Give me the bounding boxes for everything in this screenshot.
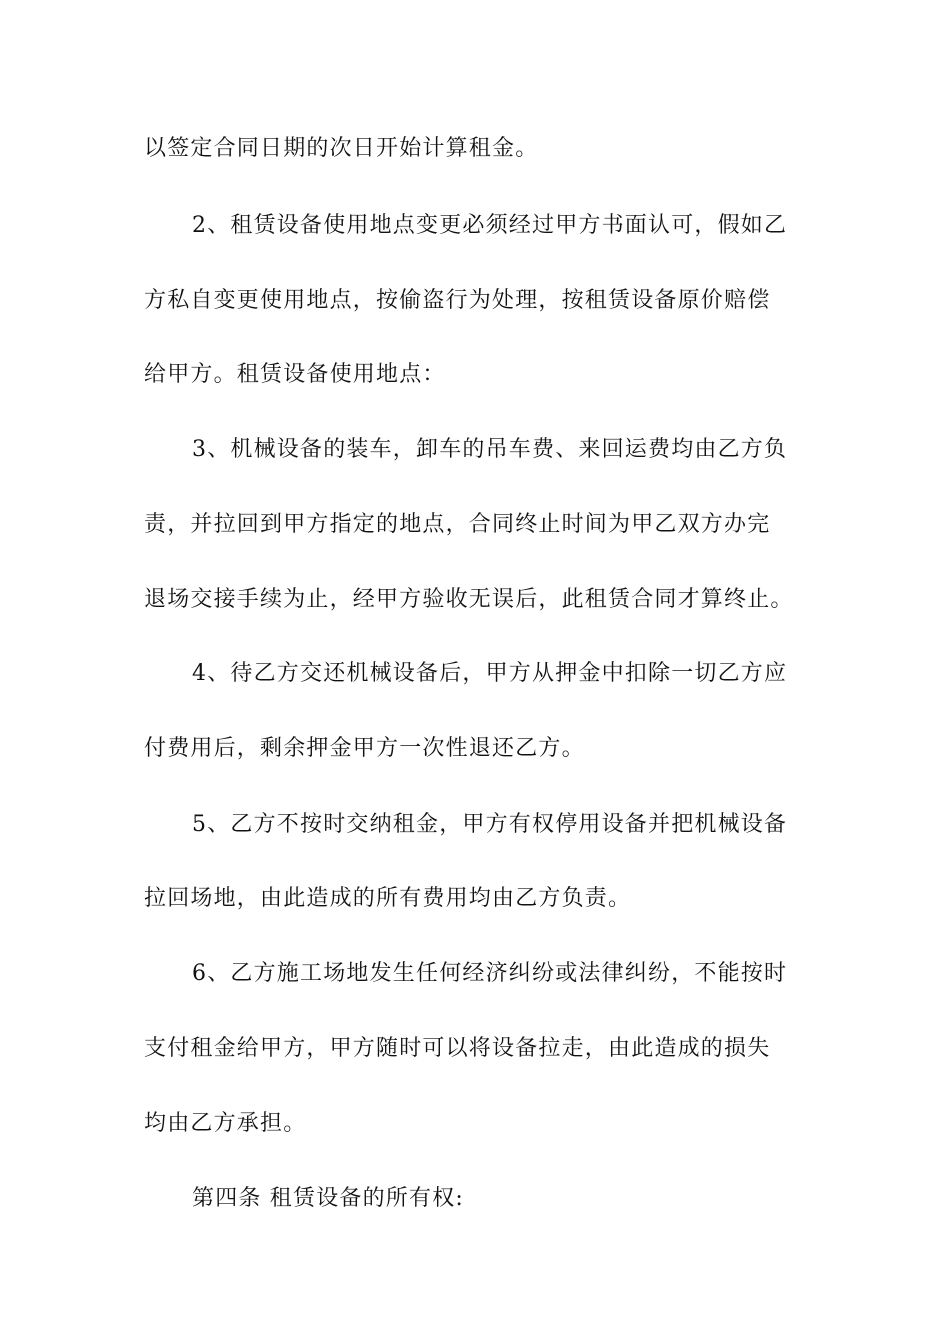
clause-3-line: 3、机械设备的装车，卸车的吊车费、来回运费均由乙方负 [192, 437, 788, 462]
text-line: 责，并拉回到甲方指定的地点，合同终止时间为甲乙双方办完 [144, 512, 771, 537]
clause-2-line: 2、租赁设备使用地点变更必须经过甲方书面认可，假如乙 [192, 213, 788, 238]
text-line: 付费用后，剩余押金甲方一次性退还乙方。 [144, 736, 585, 761]
article-heading: 第四条 租赁设备的所有权: [192, 1186, 465, 1211]
clause-6-line: 6、乙方施工场地发生任何经济纠纷或法律纠纷，不能按时 [192, 961, 788, 986]
clause-5-line: 5、乙方不按时交纳租金，甲方有权停用设备并把机械设备 [192, 812, 788, 837]
clause-4-line: 4、待乙方交还机械设备后，甲方从押金中扣除一切乙方应 [192, 661, 788, 686]
text-line: 支付租金给甲方，甲方随时可以将设备拉走，由此造成的损失 [144, 1036, 771, 1061]
text-line: 以签定合同日期的次日开始计算租金。 [144, 136, 539, 161]
text-line: 方私自变更使用地点，按偷盗行为处理，按租赁设备原价赔偿 [144, 288, 771, 313]
text-line: 给甲方。租赁设备使用地点： [144, 362, 446, 387]
text-line: 拉回场地，由此造成的所有费用均由乙方负责。 [144, 886, 632, 911]
text-line: 均由乙方承担。 [144, 1111, 307, 1136]
text-line: 退场交接手续为止，经甲方验收无误后，此租赁合同才算终止。 [144, 587, 794, 612]
